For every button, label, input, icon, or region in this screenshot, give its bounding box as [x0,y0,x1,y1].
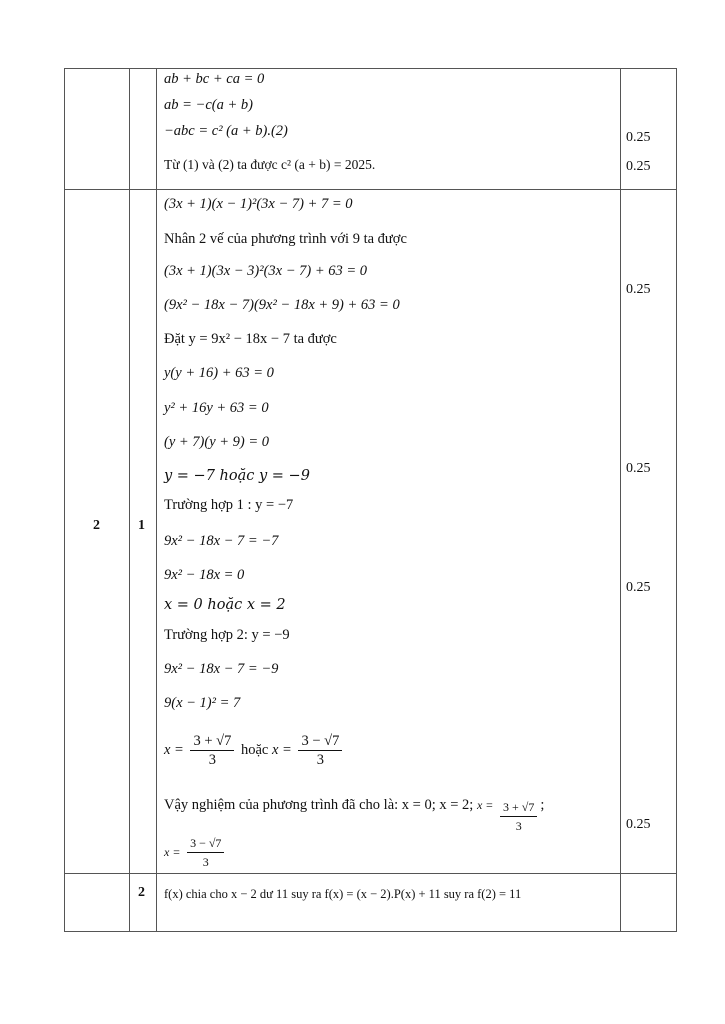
row-divider-1 [65,189,676,190]
solution-x-label-2: x = [272,741,292,758]
row2-line-3: (3x + 1)(3x − 3)²(3x − 7) + 63 = 0 [164,263,368,279]
row2-line-10: Trường hợp 1 : y = −7 [164,497,294,513]
row1-score-1: 0.25 [626,130,651,145]
row3-line: f(x) chia cho x − 2 dư 11 suy ra f(x) = (x − 2).P(x) + 11 suy ra f(2) = 11 [164,887,522,901]
solution-or: hoặc [241,741,269,758]
row2-line-4: (9x² − 18x − 7)(9x² − 18x + 9) + 63 = 0 [164,297,400,313]
fraction-plus-numerator: 3 + √7 [190,732,234,751]
row1-score-2: 0.25 [626,159,651,174]
row2-line-12: 9x² − 18x = 0 [164,567,245,583]
conclusion-fraction-minus [187,834,224,871]
col-divider-3 [620,69,621,931]
row2-score-4: 0.25 [626,817,651,832]
row2-line-16: 9(x − 1)² = 7 [164,695,241,711]
row1-line-4: Từ (1) và (2) ta được c² (a + b) = 2025. [164,157,376,172]
fraction-minus-numerator: 3 − √7 [298,732,342,751]
conclusion-fraction-plus [500,798,537,835]
fraction-plus [190,732,234,769]
row1-line-2: ab = −c(a + b) [164,97,253,113]
row1-line-1: ab + bc + ca = 0 [164,71,265,87]
conclusion-fraction-minus-denominator: 3 [202,855,209,869]
fraction-minus-denominator: 3 [316,752,325,768]
conclusion-x-label-1: x = [476,798,494,812]
conclusion-line [164,796,544,835]
conclusion-line-2 [164,834,227,871]
row2-line-14: Trường hợp 2: y = −9 [164,627,290,643]
col-divider-1 [129,69,130,931]
conclusion-fraction-plus-denominator: 3 [515,819,522,833]
row2-line-11: 9x² − 18x − 7 = −7 [164,533,279,549]
row2-line-6: y(y + 16) + 63 = 0 [164,365,274,381]
question-number: 2 [93,518,100,533]
row1-line-3: −abc = c² (a + b).(2) [164,123,288,139]
row-divider-2 [65,873,676,874]
row2-line-7: y² + 16y + 63 = 0 [164,400,269,416]
part-number-1: 1 [138,518,145,533]
conclusion-text: Vậy nghiệm của phương trình đã cho là: x = 0; x = 2; [164,797,474,813]
row2-score-2: 0.25 [626,461,651,476]
row2-line-1: (3x + 1)(x − 1)²(3x − 7) + 7 = 0 [164,196,353,212]
conclusion-fraction-plus-numerator: 3 + √7 [500,798,537,817]
row2-line-5: Đặt y = 9x² − 18x − 7 ta được [164,331,337,347]
row2-line-8: (y + 7)(y + 9) = 0 [164,434,270,450]
solution-x-label-1: x = [164,741,184,758]
row2-line-9: y = −7 hoặc y = −9 [164,468,310,484]
part-number-2: 2 [138,885,145,900]
col-divider-2 [156,69,157,931]
conclusion-semicolon: ; [540,797,545,813]
row2-line-15: 9x² − 18x − 7 = −9 [164,661,279,677]
fraction-minus [298,732,342,769]
row2-line-13: x = 0 hoặc x = 2 [164,597,286,613]
row2-score-3: 0.25 [626,580,651,595]
fraction-plus-denominator: 3 [208,752,217,768]
solution-line [164,732,345,769]
conclusion-fraction-minus-numerator: 3 − √7 [187,834,224,853]
row2-score-1: 0.25 [626,282,651,297]
row2-line-2: Nhân 2 vế của phương trình với 9 ta được [164,231,407,247]
conclusion-x-label-2: x = [164,844,181,859]
